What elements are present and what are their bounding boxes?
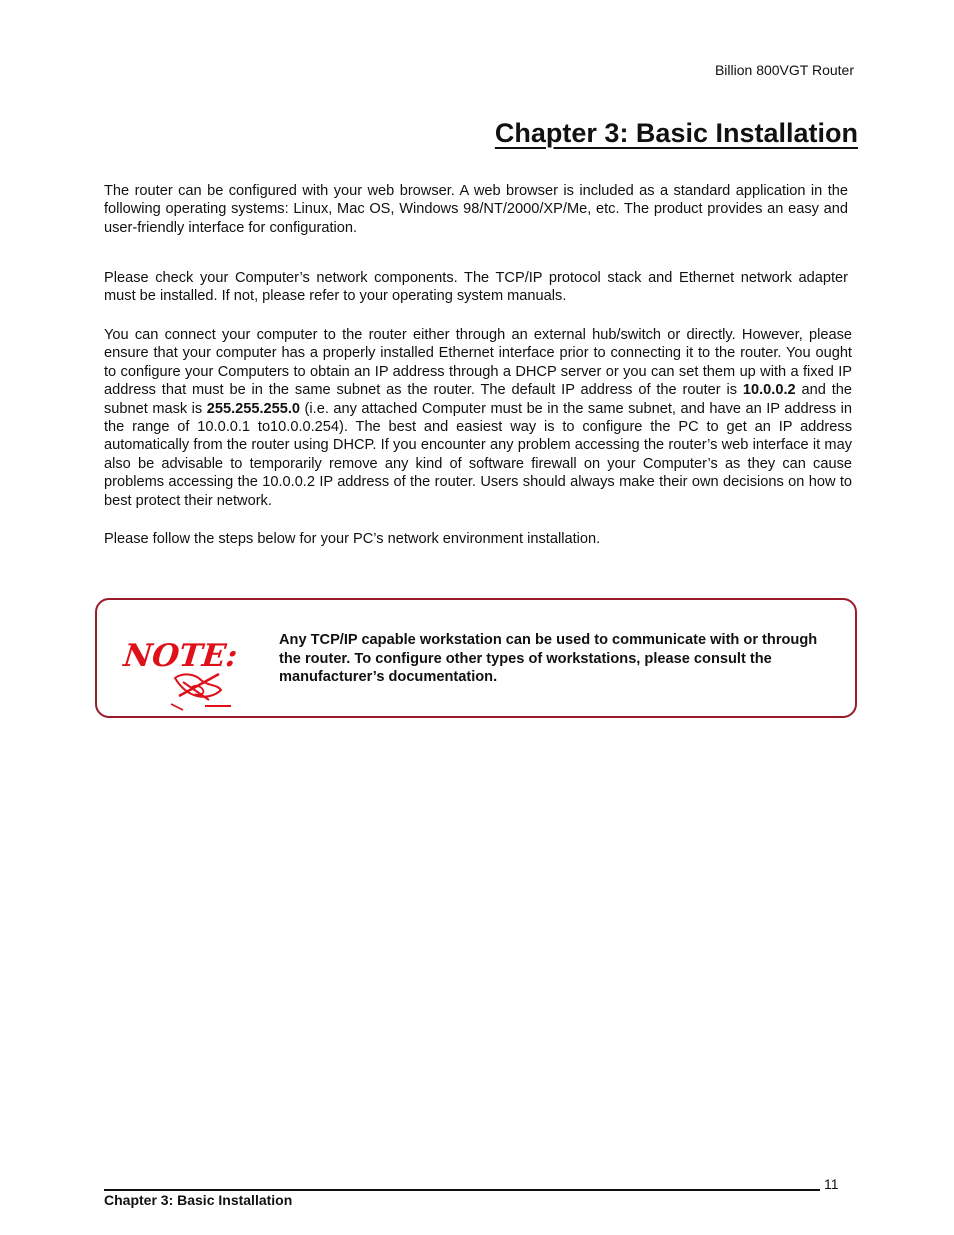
note-box — [95, 598, 857, 718]
connection-text-3: (i.e. any attached Computer must be in the same subnet, and have an IP address in the range of 10.0.0.1 to10.0.0.254). The best and easiest way is to configure the PC to get an IP address automatically from the router using DHCP. If you encounter any problem accessing the router’s web interface it may also be advisable to temporarily remove any kind of software firewall on your Computer’s as they can cause problems accessing the 10.0.0.2 IP address of the router. Users should always make their own decisions on how to best protect their network. — [104, 400, 852, 509]
connection-text-1: You can connect your computer to the router either through an external hub/switch or directly. However, please ensure that your computer has a properly installed Ethernet interface prior to connecting it to the router. You ought to configure your Computers to obtain an IP address through a DHCP server or you can set them up with a fixed IP address that must be in the same subnet as the router. The default IP address of the router is — [104, 327, 852, 399]
connection-paragraph — [104, 326, 852, 510]
steps-paragraph: Please follow the steps below for your PC’s network environment installation. — [104, 531, 601, 547]
footer-chapter-title: Chapter 3: Basic Installation — [104, 1192, 293, 1208]
connection-text-2: and the subnet mask is — [104, 382, 852, 417]
default-ip: 10.0.0.2 — [742, 382, 796, 399]
note-image — [121, 626, 245, 712]
page-number: 11 — [824, 1176, 839, 1192]
note-image-label: NOTE: — [121, 638, 240, 674]
components-paragraph: Please check your Computer’s network components. The TCP/IP protocol stack and Ethernet network adapter must be installed. If not, please refer to your operating system manuals. — [104, 270, 848, 305]
subnet-mask: 255.255.255.0 — [206, 400, 301, 417]
header-product-name: Billion 800VGT Router — [714, 62, 854, 78]
intro-paragraph: The router can be configured with your web browser. A web browser is included as a standard application in the following operating systems: Linux, Mac OS, Windows 98/NT/2000/XP/Me, etc. The product provides an easy and user-friendly interface for configuration. — [104, 183, 848, 236]
footer-rule — [104, 1189, 820, 1191]
chapter-title: Chapter 3: Basic Installation — [494, 118, 858, 148]
note-text: Any TCP/IP capable workstation can be used to communicate with or through the router. To configure other types of workstations, please consult the manufacturer’s documentation. — [279, 632, 818, 686]
note-pencil-icon — [121, 626, 245, 712]
